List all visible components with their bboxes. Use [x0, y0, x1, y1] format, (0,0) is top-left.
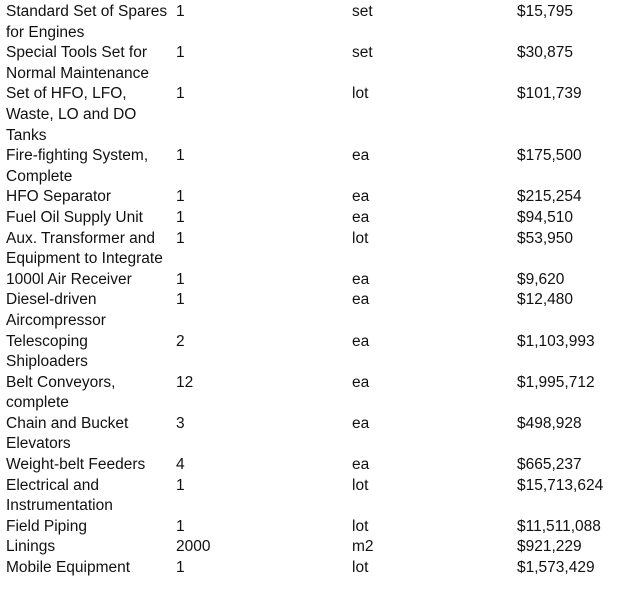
cost-cell: $30,875 — [517, 44, 574, 62]
unit-cell: set — [352, 44, 373, 62]
item-cell: Aux. Transformer and Equipment to Integrate — [6, 229, 163, 268]
unit-cell: set — [352, 3, 373, 20]
quantity-cell: 2000 — [176, 538, 211, 556]
unit-cell: ea — [352, 270, 370, 288]
unit-cell: ea — [352, 332, 370, 350]
quantity-cell: 1 — [176, 44, 185, 62]
cost-cell: $175,500 — [517, 147, 582, 165]
table-row — [6, 229, 622, 270]
table-row — [6, 455, 622, 476]
unit-cell: ea — [352, 456, 370, 474]
table-row — [6, 290, 622, 331]
item-cell: HFO Separator — [6, 188, 112, 206]
quantity-cell: 1 — [176, 291, 185, 309]
unit-cell: lot — [352, 229, 369, 247]
quantity-cell: 1 — [176, 229, 185, 247]
item-cell: Fire-fighting System, Complete — [6, 147, 149, 185]
unit-cell: lot — [352, 476, 369, 494]
quantity-cell: 3 — [176, 414, 185, 432]
item-cell: Belt Conveyors, complete — [6, 373, 116, 412]
quantity-cell: 1 — [176, 3, 185, 20]
quantity-cell: 2 — [176, 332, 185, 350]
cost-cell: $53,950 — [517, 229, 574, 247]
cost-cell: $1,103,993 — [517, 332, 595, 350]
cost-cell: $215,254 — [517, 188, 582, 206]
quantity-cell: 1 — [176, 559, 185, 577]
quantity-cell: 1 — [176, 476, 185, 494]
table-row — [6, 84, 622, 146]
item-cell: Electrical and Instrumentation — [6, 476, 113, 515]
table-row — [6, 146, 622, 187]
quantity-cell: 1 — [176, 188, 185, 206]
item-cell: Diesel-driven Aircompressor — [6, 291, 106, 329]
item-cell: Linings — [6, 538, 56, 556]
cost-cell: $12,480 — [517, 291, 574, 309]
cost-cell: $665,237 — [517, 456, 582, 474]
item-cell: Fuel Oil Supply Unit — [6, 208, 143, 226]
table-row — [6, 332, 622, 373]
unit-cell: ea — [352, 147, 370, 165]
table-row — [6, 43, 622, 84]
unit-cell: ea — [352, 208, 370, 226]
item-cell: Set of HFO, LFO, Waste, LO and DO Tanks — [6, 85, 137, 144]
table-row — [6, 208, 622, 229]
item-cell: Special Tools Set for Normal Maintenance — [6, 44, 150, 82]
table-row — [6, 476, 622, 517]
unit-cell: ea — [352, 373, 370, 391]
table-row — [6, 558, 622, 579]
unit-cell: lot — [352, 517, 369, 535]
quantity-cell: 1 — [176, 208, 185, 226]
unit-cell: ea — [352, 414, 370, 432]
quantity-cell: 1 — [176, 147, 185, 165]
table-row — [6, 2, 622, 43]
item-cell: Standard Set of Spares for Engines — [6, 3, 168, 41]
table-body — [6, 2, 622, 579]
cost-cell: $94,510 — [517, 208, 574, 226]
unit-cell: ea — [352, 291, 370, 309]
item-cell: 1000l Air Receiver — [6, 270, 132, 288]
item-cell: Weight-belt Feeders — [6, 456, 146, 474]
unit-cell: ea — [352, 188, 370, 206]
cost-cell: $101,739 — [517, 85, 582, 103]
cost-cell: $15,713,624 — [517, 476, 604, 494]
item-cell: Telescoping Shiploaders — [6, 332, 88, 371]
table-row — [6, 517, 622, 538]
unit-cell: lot — [352, 85, 369, 103]
item-cell: Field Piping — [6, 517, 87, 535]
cost-cell: $1,995,712 — [517, 373, 595, 391]
quantity-cell: 4 — [176, 456, 185, 474]
cost-cell: $1,573,429 — [517, 559, 595, 577]
cost-cell: $11,511,088 — [517, 517, 601, 535]
cost-cell: $498,928 — [517, 414, 582, 432]
equipment-cost-table — [6, 2, 622, 579]
unit-cell: lot — [352, 559, 369, 577]
table-row — [6, 537, 622, 558]
item-cell: Chain and Bucket Elevators — [6, 414, 129, 453]
item-cell: Mobile Equipment — [6, 559, 131, 577]
cost-cell: $15,795 — [517, 3, 574, 20]
cost-cell: $921,229 — [517, 538, 582, 556]
table-row — [6, 187, 622, 208]
quantity-cell: 12 — [176, 373, 194, 391]
quantity-cell: 1 — [176, 270, 185, 288]
quantity-cell: 1 — [176, 85, 185, 103]
unit-cell: m2 — [352, 538, 374, 556]
quantity-cell: 1 — [176, 517, 185, 535]
table-row — [6, 270, 622, 291]
cost-cell: $9,620 — [517, 270, 565, 288]
table-row — [6, 414, 622, 455]
table-row — [6, 373, 622, 414]
